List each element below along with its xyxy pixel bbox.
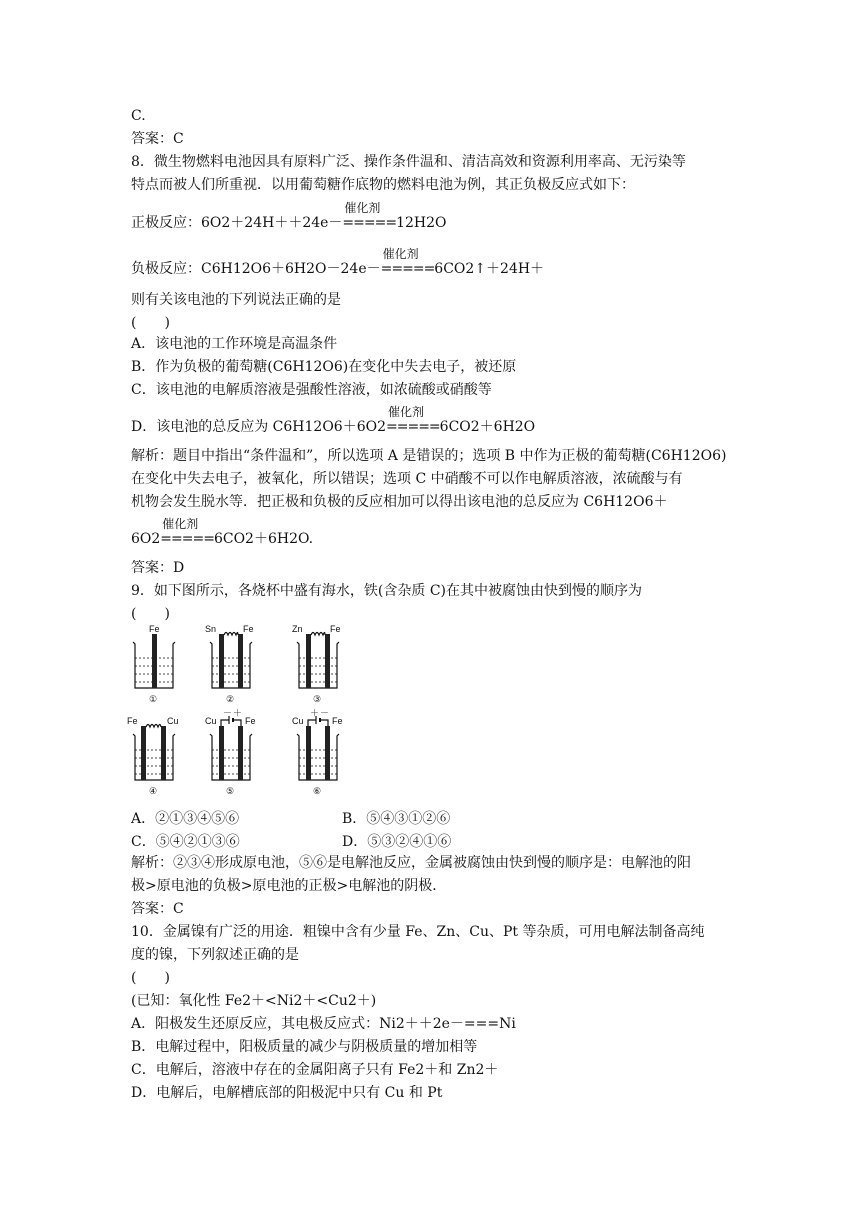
answer-blank: ( ) bbox=[131, 315, 170, 331]
q10-stem: 度的镍，下列叙述正确的是 bbox=[131, 947, 299, 963]
q9-option-b: B．⑤④③①②⑥ bbox=[342, 811, 451, 827]
beaker-5-number: ⑤ bbox=[226, 786, 235, 796]
q10-option-c: C．电解后，溶液中存在的金属阳离子只有 Fe2＋和 Zn2＋ bbox=[131, 1062, 499, 1078]
q8-analysis-equation: 6O2 催化剂 =====6CO2＋6H2O. bbox=[131, 517, 314, 547]
q8-analysis: 在变化中失去电子，被氧化，所以错误；选项 C 中硝酸不可以作电解质溶液，浓硫酸与有 bbox=[131, 471, 683, 487]
beaker-3 bbox=[297, 633, 339, 689]
beaker-corrosion-figure bbox=[125, 620, 385, 802]
beaker-6-right-label: Fe bbox=[332, 716, 343, 726]
beaker-6-left-label: Cu bbox=[292, 716, 304, 726]
q10-note: (已知：氧化性 Fe2＋<Ni2＋<Cu2＋) bbox=[131, 993, 377, 1009]
q8-option-c: C．该电池的电解质溶液是强酸性溶液，如浓硫酸或硝酸等 bbox=[131, 382, 492, 398]
q9-analysis: 极>原电池的负极>原电池的正极>电解池的阴极． bbox=[131, 878, 447, 894]
q10-option-b: B．电解过程中，阳极质量的减少与阴极质量的增加相等 bbox=[131, 1039, 478, 1055]
q10-stem: 10．金属镍有广泛的用途．粗镍中含有少量 Fe、Zn、Cu、Pt 等杂质，可用电解法制备高纯 bbox=[131, 924, 705, 940]
beaker-3-right-label: Fe bbox=[330, 624, 341, 634]
beaker-4-left-label: Fe bbox=[127, 716, 138, 726]
q9-option-c: C．⑤④②①③⑥ bbox=[131, 834, 240, 850]
catalyst-arrow: 催化剂 ===== bbox=[380, 247, 435, 277]
positive-electrode-equation: 正极反应：6O2＋24H＋＋24e－ 催化剂 =====12H2O bbox=[131, 201, 447, 231]
beaker-2-right-label: Fe bbox=[243, 624, 254, 634]
q9-option-a: A．②①③④⑤⑥ bbox=[131, 811, 240, 827]
beaker-1 bbox=[133, 634, 175, 688]
beaker-3-left-label: Zn bbox=[292, 624, 303, 634]
catalyst-arrow: 催化剂 ===== bbox=[342, 201, 397, 231]
beaker-3-number: ③ bbox=[313, 694, 322, 704]
beaker-2-number: ② bbox=[226, 694, 235, 704]
q9-option-d: D．⑤③②④①⑥ bbox=[342, 834, 452, 850]
q8-analysis: 解析：题目中指出“条件温和”，所以选项 A 是错误的；选项 B 中作为正极的葡萄糖(C6H12O6) bbox=[131, 448, 727, 464]
q8-option-d: D．该电池的总反应为 C6H12O6＋6O2 催化剂 =====6CO2＋6H2O bbox=[131, 405, 536, 435]
q8-option-b: B．作为负极的葡萄糖(C6H12O6)在变化中失去电子，被还原 bbox=[131, 359, 517, 375]
q9-analysis: 解析：②③④形成原电池，⑤⑥是电解池反应，金属被腐蚀由快到慢的顺序是：电解池的阳 bbox=[131, 855, 691, 871]
beaker-5-right-label: Fe bbox=[245, 716, 256, 726]
answer-label: 答案：C bbox=[131, 901, 184, 917]
q9-stem: 9．如下图所示，各烧杯中盛有海水，铁(含杂质 C)在其中被腐蚀由快到慢的顺序为 bbox=[131, 583, 642, 599]
q8-stem: 特点而被人们所重视．以用葡萄糖作底物的燃料电池为例，其正负极反应式如下： bbox=[131, 177, 635, 193]
beaker-6-plus-sign: ＋ bbox=[310, 708, 320, 718]
q10-option-a: A．阳极发生还原反应，其电极反应式：Ni2＋＋2e－===Ni bbox=[131, 1016, 516, 1032]
beaker-6-number: ⑥ bbox=[313, 786, 322, 796]
beaker-4-right-label: Cu bbox=[167, 716, 179, 726]
q8-analysis: 机物会发生脱水等．把正极和负极的反应相加可以得出该电池的总反应为 C6H12O6＋ bbox=[131, 494, 668, 510]
beaker-2 bbox=[210, 633, 252, 689]
q8-stem: 8．微生物燃料电池因具有原料广泛、操作条件温和、清洁高效和资源利用率高、无污染等 bbox=[131, 154, 686, 170]
answer-label: 答案：D bbox=[131, 560, 185, 576]
beaker-5-plus-sign: ＋ bbox=[233, 708, 243, 718]
q8-option-a: A．该电池的工作环境是高温条件 bbox=[131, 336, 338, 352]
beaker-4 bbox=[133, 725, 175, 781]
answer-blank: ( ) bbox=[131, 606, 170, 622]
beaker-2-left-label: Sn bbox=[205, 624, 217, 634]
catalyst-arrow: 催化剂 ===== bbox=[386, 405, 440, 435]
answer-line: C. bbox=[131, 108, 146, 124]
beaker-5-left-label: Cu bbox=[205, 716, 217, 726]
answer-label: 答案：C bbox=[131, 131, 184, 147]
q8-question: 则有关该电池的下列说法正确的是 bbox=[131, 292, 341, 308]
beaker-5-minus-sign: － bbox=[223, 708, 233, 718]
beaker-4-number: ④ bbox=[149, 786, 158, 796]
answer-blank: ( ) bbox=[131, 970, 170, 986]
catalyst-arrow: 催化剂 ===== bbox=[160, 517, 214, 547]
beaker-6-minus-sign: － bbox=[320, 708, 330, 718]
negative-electrode-equation: 负极反应：C6H12O6＋6H2O－24e－ 催化剂 =====6CO2↑＋24H＋ bbox=[131, 247, 545, 277]
beaker-1-number: ① bbox=[149, 694, 158, 704]
q10-option-d: D．电解后，电解槽底部的阳极泥中只有 Cu 和 Pt bbox=[131, 1085, 443, 1101]
beaker-1-metal-label: Fe bbox=[149, 624, 160, 634]
